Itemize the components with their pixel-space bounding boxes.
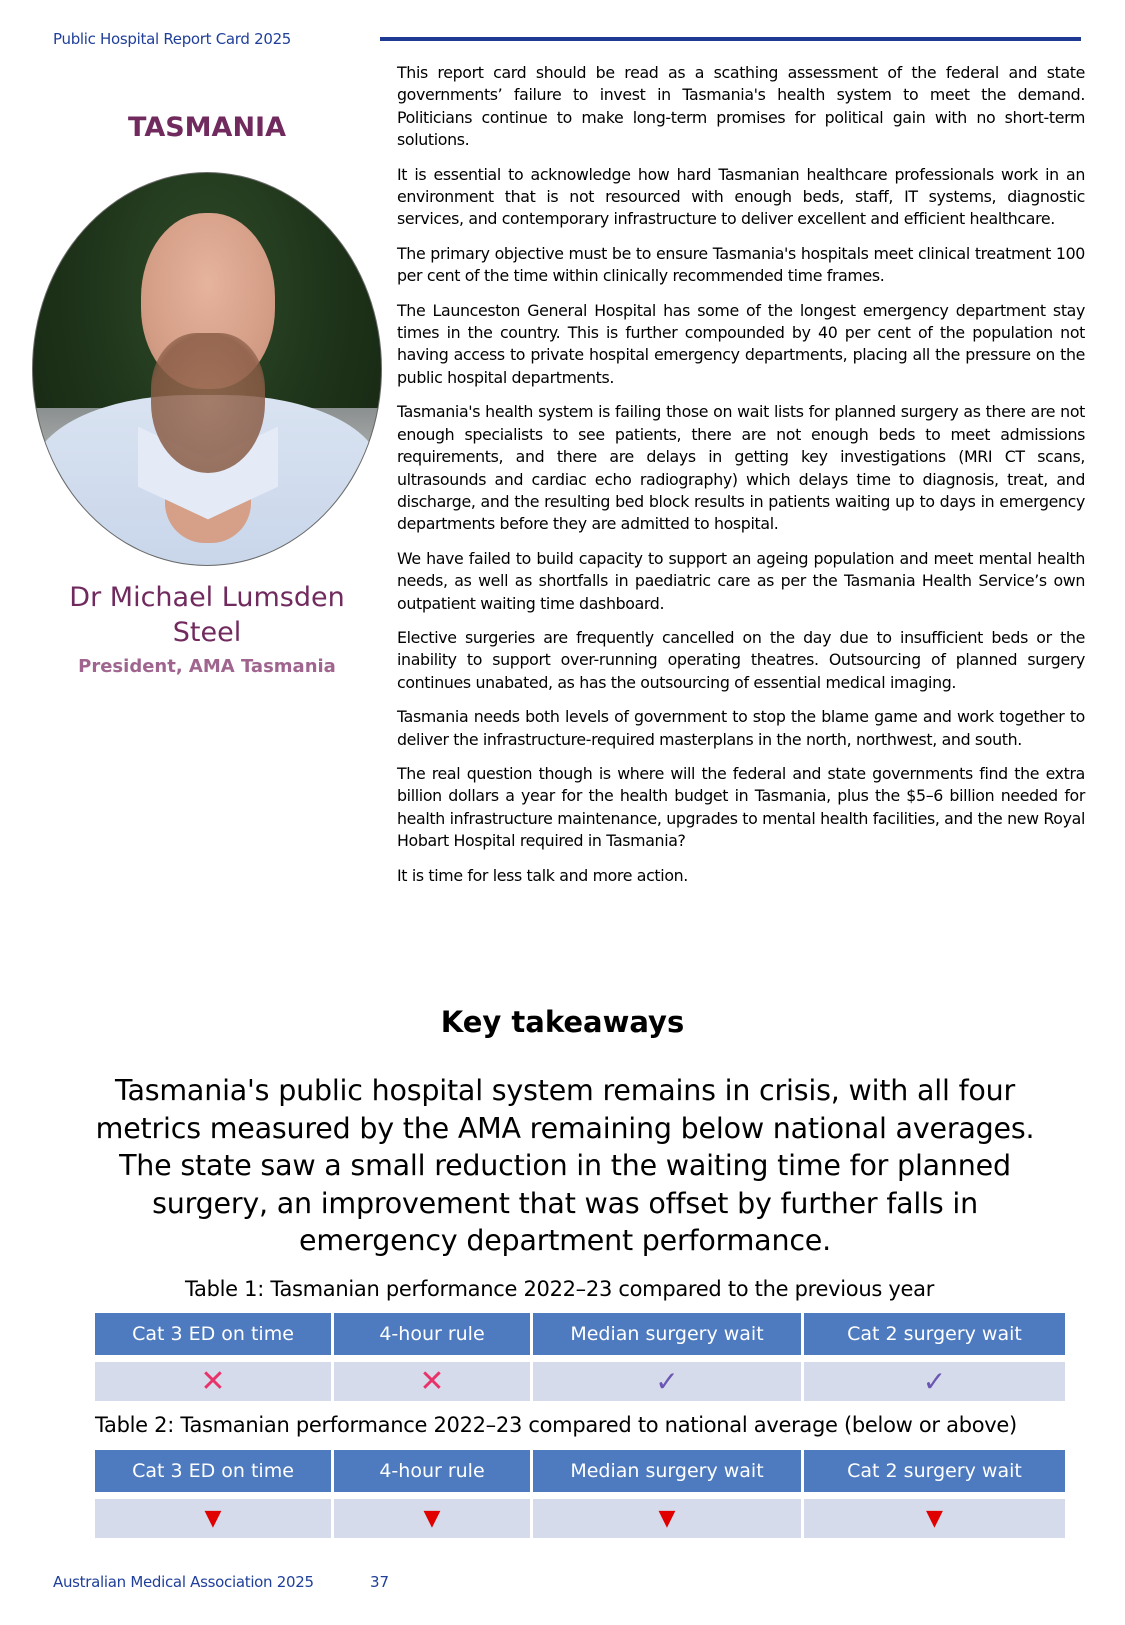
body-paragraph: Tasmania needs both levels of government to stop the blame game and work together to deliver the infrastructure-required masterplans in the north, northwest, and south. [397, 707, 1085, 749]
table1-value-cell [95, 1362, 331, 1401]
down-triangle-icon: ▼ [658, 1505, 676, 1531]
down-triangle-icon: ▼ [926, 1505, 943, 1531]
header-title: Public Hospital Report Card 2025 [53, 30, 292, 48]
cross-icon: ✕ [419, 1363, 445, 1399]
cross-icon: ✕ [200, 1363, 226, 1399]
body-text [397, 62, 1085, 899]
body-paragraph: This report card should be read as a scathing assessment of the federal and state governments’ failure to invest in Tasmania's health system to meet the demand. Politicians continue to make long-term promises for political gain with no short-term solutions. [397, 63, 1085, 150]
table1-header-row [95, 1313, 1065, 1355]
table2-caption: Table 2: Tasmanian performance 2022–23 compared to national average (below or above) [95, 1413, 1017, 1437]
key-takeaways-heading: Key takeaways [440, 1005, 685, 1039]
person-name: Dr Michael Lumsden Steel [69, 582, 345, 648]
body-paragraph: Elective surgeries are frequently cancelled on the day due to insufficient beds or the inability to support over-running operating theatres. Outsourcing of planned surgery continues unabated, as has the outsourcing of essential medical imaging. [397, 627, 1085, 692]
portrait-beard [151, 333, 265, 473]
table1-header-cell: Cat 3 ED on time [95, 1313, 331, 1355]
table1-value-cell [804, 1362, 1065, 1401]
page-number: 37 [370, 1573, 390, 1591]
table1-header-cell: Cat 2 surgery wait [804, 1313, 1065, 1355]
table2-header-cell: 4-hour rule [334, 1450, 530, 1492]
table2-value-cell [533, 1499, 801, 1538]
state-title: TASMANIA [128, 112, 286, 143]
key-takeaways-summary: Tasmania's public hospital system remains in crisis, with all four metrics measured by the AMA remaining below national averages. The state saw a small reduction in the waiting time for planned surgery, an improvement that was offset by further falls in emergency department performance. [95, 1074, 1035, 1257]
body-paragraph: The Launceston General Hospital has some of the longest emergency department stay times in the country. This is further compounded by 40 per cent of the population not having access to private hospital emergency departments, placing all the pressure on the public hospital departments. [397, 300, 1085, 387]
body-paragraph: We have failed to build capacity to support an ageing population and meet mental health needs, as well as shortfalls in paediatric care as per the Tasmania Health Service’s own outpatient waiting time dashboard. [397, 548, 1085, 613]
table1-header-cell: Median surgery wait [533, 1313, 801, 1355]
table2-value-row [95, 1499, 1065, 1538]
table1 [95, 1313, 1065, 1401]
table1-value-cell [533, 1362, 801, 1401]
portrait-photo [32, 172, 382, 566]
table2-value-cell [334, 1499, 530, 1538]
footer-org: Australian Medical Association 2025 [53, 1573, 314, 1591]
body-paragraph: The primary objective must be to ensure Tasmania's hospitals meet clinical treatment 100 per cent of the time within clinically recommended time frames. [397, 243, 1085, 286]
table2-header-cell: Median surgery wait [533, 1450, 801, 1492]
table2-header-cell: Cat 2 surgery wait [804, 1450, 1065, 1492]
check-icon: ✓ [655, 1364, 679, 1398]
body-paragraph: The real question though is where will the federal and state governments find the extra billion dollars a year for the health budget in Tasmania, plus the $5–6 billion needed for health infrastructure maintenance, upgrades to mental health facilities, and the new Royal Hobart Hospital required in Tasmania? [397, 763, 1085, 851]
table1-value-row [95, 1362, 1065, 1401]
table1-header-cell: 4-hour rule [334, 1313, 530, 1355]
down-triangle-icon: ▼ [204, 1505, 222, 1531]
table2-header-cell: Cat 3 ED on time [95, 1450, 331, 1492]
table2-value-cell [804, 1499, 1065, 1538]
table1-value-cell [334, 1362, 530, 1401]
table2-value-cell [95, 1499, 331, 1538]
body-paragraph: It is essential to acknowledge how hard Tasmanian healthcare professionals work in an environment that is not resourced with enough beds, staff, IT systems, diagnostic services, and contemporary infrastructure to deliver excellent and efficient healthcare. [397, 164, 1085, 229]
body-paragraph: It is time for less talk and more action. [397, 865, 688, 885]
table2 [95, 1450, 1065, 1538]
body-paragraph: Tasmania's health system is failing those on wait lists for planned surgery as there are not enough specialists to see patients, there are not enough beds to meet admissions requirements, and there are delays in getting key investigations (MRI CT scans, ultrasounds and cardiac echo radiography) which delays time to diagnosis, treat, and discharge, and the resulting bed block results in patients waiting up to days in emergency departments before they are admitted to hospital. [397, 402, 1085, 534]
header-rule [380, 37, 1081, 41]
table1-caption: Table 1: Tasmanian performance 2022–23 compared to the previous year [185, 1277, 935, 1301]
table2-header-row [95, 1450, 1065, 1492]
person-role: President, AMA Tasmania [78, 656, 336, 677]
down-triangle-icon: ▼ [423, 1505, 441, 1531]
check-icon: ✓ [922, 1364, 947, 1398]
